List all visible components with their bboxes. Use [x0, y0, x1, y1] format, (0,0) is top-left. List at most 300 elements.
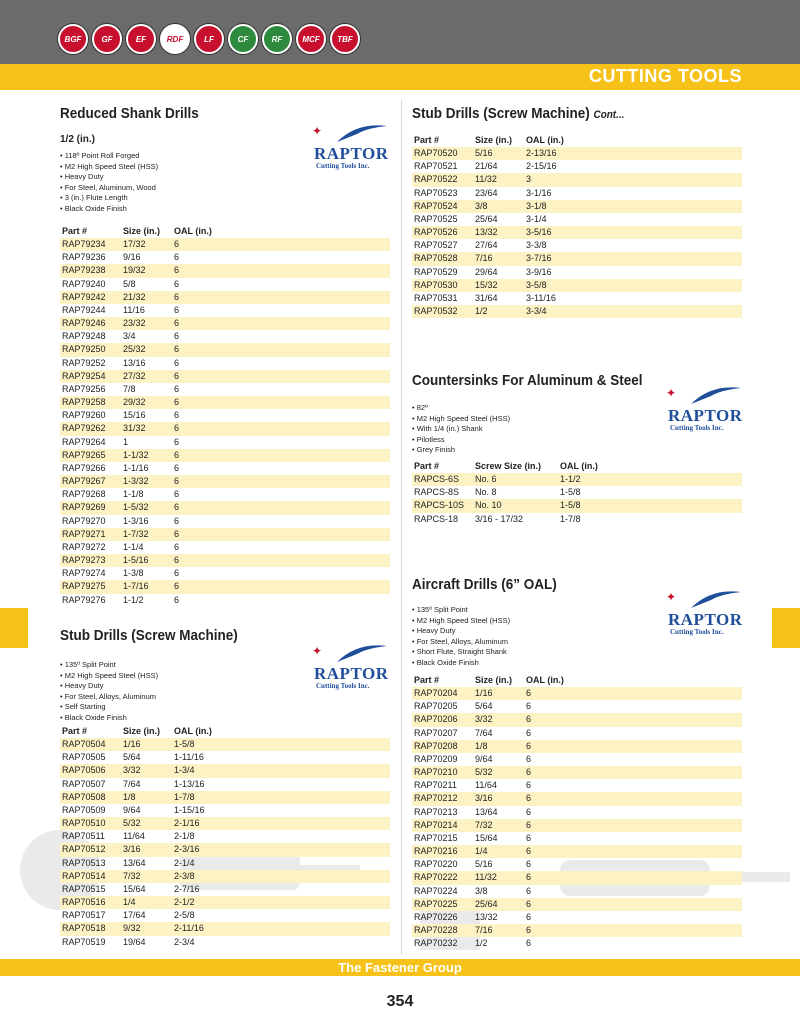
table-cell: 9/64: [123, 804, 141, 815]
table-row: [412, 239, 742, 252]
table-row: [412, 713, 742, 726]
table-cell: 6: [174, 476, 180, 487]
column-header: Part #: [414, 675, 440, 685]
table-cell: RAP79260: [62, 410, 106, 421]
feature-item: • M2 High Speed Steel (HSS): [60, 161, 159, 171]
table-cell: RAP70520: [414, 148, 458, 158]
table-cell: RAP70523: [414, 187, 458, 198]
table-row: [60, 343, 390, 356]
table-cell: RAP79238: [62, 265, 106, 276]
company-name: The Fastener Group: [338, 960, 462, 975]
table-cell: 3/16: [123, 844, 141, 855]
table-cell: 6: [526, 925, 532, 936]
table-cell: 1/16: [475, 688, 493, 698]
table-row: [60, 238, 390, 251]
table-cell: RAP70525: [414, 213, 458, 224]
feature-item: • For Steel, Aluminum, Wood: [60, 182, 156, 192]
table-cell: 3-11/16: [526, 292, 556, 303]
table-row: [60, 778, 390, 791]
table-cell: 13/16: [123, 357, 146, 368]
table-cell: 6: [174, 489, 180, 500]
column-header: OAL (in.): [526, 135, 564, 145]
table-cell: 1-5/8: [560, 487, 581, 498]
table-cell: 1-5/16: [123, 555, 149, 566]
table-row: [60, 436, 390, 449]
table-cell: RAP70210: [414, 767, 458, 778]
table-cell: RAP79268: [62, 489, 106, 500]
feature-item: • M2 High Speed Steel (HSS): [412, 615, 511, 625]
table-cell: RAP70506: [62, 765, 106, 776]
side-tab-right: [772, 608, 800, 648]
table-cell: RAP70228: [414, 925, 458, 936]
table-cell: 6: [526, 714, 532, 725]
table-cell: RAP70206: [414, 714, 458, 725]
table-cell: 5/16: [475, 148, 493, 158]
table-cell: RAP70225: [414, 898, 458, 909]
table-cell: RAP70518: [62, 923, 106, 934]
feature-item: • Black Oxide Finish: [412, 657, 479, 667]
table-row: [412, 266, 742, 279]
table-cell: 2-1/2: [174, 897, 195, 908]
table-cell: 6: [526, 938, 532, 949]
table-cell: 2-3/8: [174, 870, 195, 881]
brand-logo-icon: MCF: [296, 24, 326, 54]
table-row: [60, 383, 390, 396]
table-row: [60, 501, 390, 514]
column-header: OAL (in.): [526, 675, 564, 685]
table-header: [60, 724, 390, 738]
table-cell: No. 6: [475, 474, 497, 484]
table-cell: RAP70532: [414, 306, 458, 317]
table-cell: RAP70204: [414, 688, 458, 698]
table-cell: RAP70507: [62, 778, 106, 789]
table-cell: RAP79254: [62, 370, 106, 381]
feature-item: • Grey Finish: [412, 445, 456, 454]
table-cell: 17/64: [123, 910, 146, 921]
table-cell: 6: [174, 555, 180, 566]
table-cell: 1-3/4: [174, 765, 195, 776]
column-header: Part #: [414, 135, 440, 145]
table-cell: 13/32: [475, 227, 498, 238]
table-cell: RAP70519: [62, 936, 106, 947]
table-row: [60, 883, 390, 896]
table-cell: 1/4: [123, 897, 136, 908]
brand-logo-icon: EF: [126, 24, 156, 54]
table-row: [60, 922, 390, 935]
table-cell: 6: [526, 898, 532, 909]
column-header: OAL (in.): [560, 461, 598, 471]
table-cell: RAP70226: [414, 911, 458, 922]
maple-leaf-icon: ✦: [666, 590, 677, 604]
table-cell: RAP79270: [62, 515, 106, 526]
section-title: Countersinks For Aluminum & Steel: [412, 372, 643, 389]
table-cell: 6: [174, 344, 180, 355]
feature-item: • For Steel, Alloys, Aluminum: [412, 636, 508, 646]
table-cell: 6: [526, 688, 532, 698]
table-cell: RAP70531: [414, 292, 458, 303]
table-cell: RAP70530: [414, 279, 458, 290]
stub-cont-table: [412, 133, 742, 318]
table-row: [60, 857, 390, 870]
column-header: Part #: [62, 226, 88, 236]
table-cell: RAP70509: [62, 804, 106, 815]
table-cell: 31/64: [475, 292, 498, 303]
feature-item: • Heavy Duty: [60, 172, 104, 181]
table-row: [60, 936, 390, 949]
table-row: [60, 291, 390, 304]
maple-leaf-icon: ✦: [312, 124, 323, 138]
table-cell: 15/64: [123, 883, 146, 894]
table-cell: 1-3/8: [123, 568, 144, 579]
table-row: [412, 779, 742, 792]
table-cell: RAP70511: [62, 831, 105, 842]
table-cell: 6: [526, 753, 532, 764]
table-cell: RAP79234: [62, 239, 106, 249]
table-row: [412, 226, 742, 239]
feature-item: • Black Oxide Finish: [60, 712, 127, 722]
stub-drills-table: [60, 724, 390, 949]
table-cell: RAP70208: [414, 740, 458, 751]
table-cell: RAP79250: [62, 344, 106, 355]
table-cell: RAP70216: [414, 846, 458, 857]
maple-leaf-icon: ✦: [312, 644, 323, 658]
table-cell: 9/32: [123, 923, 141, 934]
table-cell: 3-1/16: [526, 187, 552, 198]
raptor-bird-icon: [686, 588, 746, 610]
table-cell: RAP79236: [62, 252, 106, 263]
table-cell: 3/16: [475, 793, 493, 804]
table-cell: 3/32: [475, 714, 493, 725]
table-cell: 1-3/32: [123, 476, 149, 487]
table-cell: 5/32: [123, 818, 141, 829]
table-cell: RAP70505: [62, 752, 106, 763]
table-cell: 3-1/4: [526, 213, 547, 224]
table-cell: RAP70527: [414, 240, 458, 251]
table-cell: RAP70517: [62, 910, 106, 921]
table-row: [412, 885, 742, 898]
table-cell: 6: [174, 357, 180, 368]
table-cell: RAP70513: [62, 857, 106, 868]
table-cell: 11/64: [475, 780, 497, 791]
table-row: [412, 806, 742, 819]
table-cell: RAP70212: [414, 793, 458, 804]
table-row: [60, 896, 390, 909]
table-cell: 23/64: [475, 187, 498, 198]
table-cell: RAP79242: [62, 291, 106, 302]
table-cell: 6: [174, 265, 180, 276]
table-cell: RAP79252: [62, 357, 106, 368]
table-row: [60, 580, 390, 593]
table-row: [412, 252, 742, 265]
table-cell: RAP70232: [414, 938, 458, 949]
table-cell: RAP70504: [62, 739, 106, 749]
table-row: [412, 871, 742, 884]
table-row: [412, 499, 742, 512]
table-cell: 1-5/8: [560, 500, 581, 511]
table-cell: 7/8: [123, 383, 136, 394]
column-header: Size (in.): [123, 726, 161, 736]
table-cell: RAP70510: [62, 818, 106, 829]
table-cell: RAP70211: [414, 780, 457, 791]
table-cell: 6: [174, 318, 180, 329]
brand-logo-icon: LF: [194, 24, 224, 54]
table-cell: 6: [174, 436, 180, 447]
table-row: [412, 819, 742, 832]
table-cell: RAP70514: [62, 870, 106, 881]
feature-item: • Short Flute, Straight Shank: [412, 647, 507, 656]
table-cell: RAPCS-18: [414, 513, 459, 524]
brand-logo-icon: CF: [228, 24, 258, 54]
table-cell: 6: [526, 780, 532, 791]
column-header: Part #: [414, 461, 440, 471]
table-cell: RAP70521: [414, 161, 458, 172]
table-cell: RAP79273: [62, 555, 106, 566]
table-cell: RAP79271: [62, 528, 106, 539]
table-header: [412, 133, 742, 147]
table-cell: RAP70215: [414, 832, 458, 843]
table-cell: RAP79240: [62, 278, 106, 289]
table-row: [60, 843, 390, 856]
table-cell: 6: [174, 594, 180, 605]
table-cell: 6: [526, 832, 532, 843]
table-cell: RAPCS-6S: [414, 474, 460, 484]
raptor-bird-icon: [332, 642, 392, 664]
section-title: Stub Drills (Screw Machine): [60, 627, 238, 644]
table-cell: 9/64: [475, 753, 493, 764]
table-row: [60, 409, 390, 422]
table-cell: 3-7/16: [526, 253, 552, 264]
table-cell: RAP70516: [62, 897, 106, 908]
table-row: [60, 528, 390, 541]
raptor-bird-icon: [332, 122, 392, 144]
table-cell: 31/32: [123, 423, 146, 434]
table-row: [412, 513, 742, 526]
table-cell: 25/64: [475, 213, 498, 224]
table-cell: 11/16: [123, 304, 145, 315]
table-row: [60, 357, 390, 370]
category-bar: [0, 64, 800, 90]
table-row: [60, 567, 390, 580]
feature-item: • M2 High Speed Steel (HSS): [412, 413, 511, 423]
table-row: [412, 187, 742, 200]
table-cell: 2-1/16: [174, 818, 200, 829]
column-header: Part #: [62, 726, 88, 736]
table-cell: 1-11/16: [174, 752, 204, 763]
table-cell: 15/64: [475, 832, 498, 843]
table-cell: 6: [526, 846, 532, 857]
section-title: Reduced Shank Drills: [60, 105, 199, 122]
feature-item: • 135º Split Point: [412, 605, 468, 614]
table-cell: RAP79269: [62, 502, 106, 513]
table-cell: 1-7/16: [123, 581, 149, 592]
table-cell: 11/64: [123, 831, 145, 842]
column-header: OAL (in.): [174, 226, 212, 236]
table-row: [412, 292, 742, 305]
table-cell: 6: [526, 806, 532, 817]
table-cell: 2-11/16: [174, 923, 204, 934]
brand-logos: [58, 24, 360, 54]
table-row: [412, 727, 742, 740]
table-row: [412, 766, 742, 779]
table-cell: 6: [174, 252, 180, 263]
table-cell: 3/16 - 17/32: [475, 513, 524, 524]
table-row: [60, 317, 390, 330]
table-header: [412, 459, 742, 473]
table-cell: No. 10: [475, 500, 502, 511]
table-row: [60, 264, 390, 277]
table-cell: 3: [526, 174, 532, 185]
table-cell: 1: [123, 436, 129, 447]
table-row: [60, 449, 390, 462]
table-cell: 6: [174, 515, 180, 526]
section-title: Aircraft Drills (6” OAL): [412, 576, 557, 593]
table-cell: RAP79248: [62, 331, 106, 342]
header-bar: [0, 0, 800, 64]
table-cell: 6: [526, 740, 532, 751]
table-cell: 15/32: [475, 279, 498, 290]
brand-logo-icon: GF: [92, 24, 122, 54]
table-row: [60, 804, 390, 817]
column-header: Size (in.): [475, 675, 513, 685]
feature-item: • 82º: [412, 403, 428, 412]
table-row: [60, 370, 390, 383]
column-header: Screw Size (in.): [475, 461, 542, 471]
table-cell: 19/64: [123, 936, 146, 947]
table-cell: RAP70529: [414, 266, 458, 277]
table-cell: RAP70512: [62, 844, 106, 855]
feature-item: • Black Oxide Finish: [60, 203, 127, 213]
table-cell: 17/32: [123, 239, 146, 249]
table-cell: 13/64: [475, 806, 498, 817]
table-cell: 2-1/4: [174, 857, 195, 868]
table-cell: 6: [526, 872, 532, 883]
table-cell: 6: [174, 278, 180, 289]
table-cell: 6: [174, 449, 180, 460]
table-cell: 3-1/8: [526, 200, 547, 211]
table-cell: RAP70220: [414, 859, 458, 870]
table-cell: RAP70224: [414, 885, 458, 896]
table-cell: RAP70524: [414, 200, 458, 211]
table-cell: RAP70222: [414, 872, 458, 883]
table-cell: No. 8: [475, 487, 497, 498]
table-cell: 6: [526, 859, 532, 870]
table-cell: RAP70209: [414, 753, 458, 764]
table-cell: 6: [174, 239, 180, 249]
table-row: [412, 486, 742, 499]
table-cell: 6: [174, 304, 180, 315]
table-cell: 5/32: [475, 767, 493, 778]
table-cell: 3/8: [475, 200, 488, 211]
table-header: [412, 673, 742, 687]
column-header: OAL (in.): [174, 726, 212, 736]
table-cell: 5/8: [123, 278, 136, 289]
table-row: [60, 751, 390, 764]
table-cell: 2-5/8: [174, 910, 195, 921]
table-cell: 6: [174, 541, 180, 552]
table-row: [60, 278, 390, 291]
table-cell: 5/16: [475, 859, 493, 870]
column-header: Size (in.): [123, 226, 161, 236]
table-cell: 1/4: [475, 846, 488, 857]
table-cell: RAPCS-8S: [414, 487, 460, 498]
table-cell: 1-13/16: [174, 778, 205, 789]
table-row: [60, 594, 390, 607]
table-cell: 25/32: [123, 344, 146, 355]
raptor-bird-icon: [686, 384, 746, 406]
table-cell: 1-7/8: [560, 513, 581, 524]
table-row: [60, 488, 390, 501]
feature-item: • M2 High Speed Steel (HSS): [60, 670, 159, 680]
brand-logo-icon: BGF: [58, 24, 88, 54]
table-row: [60, 541, 390, 554]
table-cell: RAP70515: [62, 883, 106, 894]
table-cell: 1/2: [475, 938, 488, 949]
table-cell: 1-5/8: [174, 739, 195, 749]
table-cell: 1-7/8: [174, 791, 195, 802]
table-cell: 1-1/16: [123, 462, 149, 473]
table-cell: 23/32: [123, 318, 146, 329]
table-cell: 6: [174, 502, 180, 513]
table-row: [412, 753, 742, 766]
table-cell: 5/64: [475, 701, 493, 712]
table-cell: 1/8: [123, 791, 136, 802]
table-cell: RAP79264: [62, 436, 106, 447]
table-cell: RAP79258: [62, 397, 106, 408]
feature-item: • 135º Split Point: [60, 660, 116, 669]
table-cell: 3-3/4: [526, 306, 547, 317]
table-row: [412, 305, 742, 318]
table-cell: 11/32: [475, 174, 497, 185]
table-cell: 9/16: [123, 252, 141, 263]
table-cell: 3/32: [123, 765, 141, 776]
table-cell: RAP79275: [62, 581, 106, 592]
table-row: [412, 160, 742, 173]
table-cell: 1-5/32: [123, 502, 149, 513]
table-cell: 15/16: [123, 410, 146, 421]
maple-leaf-icon: ✦: [666, 386, 677, 400]
table-cell: 6: [526, 819, 532, 830]
table-cell: 7/16: [475, 925, 493, 936]
table-row: [412, 911, 742, 924]
table-cell: RAP79267: [62, 476, 106, 487]
table-row: [60, 817, 390, 830]
table-cell: 6: [174, 462, 180, 473]
table-cell: 2-13/16: [526, 148, 557, 158]
table-cell: 3-5/8: [526, 279, 547, 290]
table-cell: 3-5/16: [526, 227, 552, 238]
table-cell: RAP70522: [414, 174, 458, 185]
table-row: [60, 515, 390, 528]
table-cell: 1-15/16: [174, 804, 205, 815]
table-row: [60, 422, 390, 435]
table-cell: 11/32: [475, 872, 497, 883]
table-cell: 1-1/4: [123, 541, 144, 552]
reduced-shank-table: [60, 224, 390, 607]
table-row: [412, 687, 742, 700]
table-cell: 1-3/16: [123, 515, 149, 526]
table-row: [412, 845, 742, 858]
table-cell: 6: [174, 568, 180, 579]
table-cell: 1/16: [123, 739, 141, 749]
table-cell: 6: [174, 528, 180, 539]
feature-item: • With 1/4 (in.) Shank: [412, 424, 483, 433]
page-number: 354: [386, 993, 414, 1010]
table-cell: RAP70207: [414, 727, 458, 738]
table-row: [412, 740, 742, 753]
table-row: [60, 738, 390, 751]
table-cell: 6: [526, 767, 532, 778]
table-cell: 6: [174, 410, 180, 421]
